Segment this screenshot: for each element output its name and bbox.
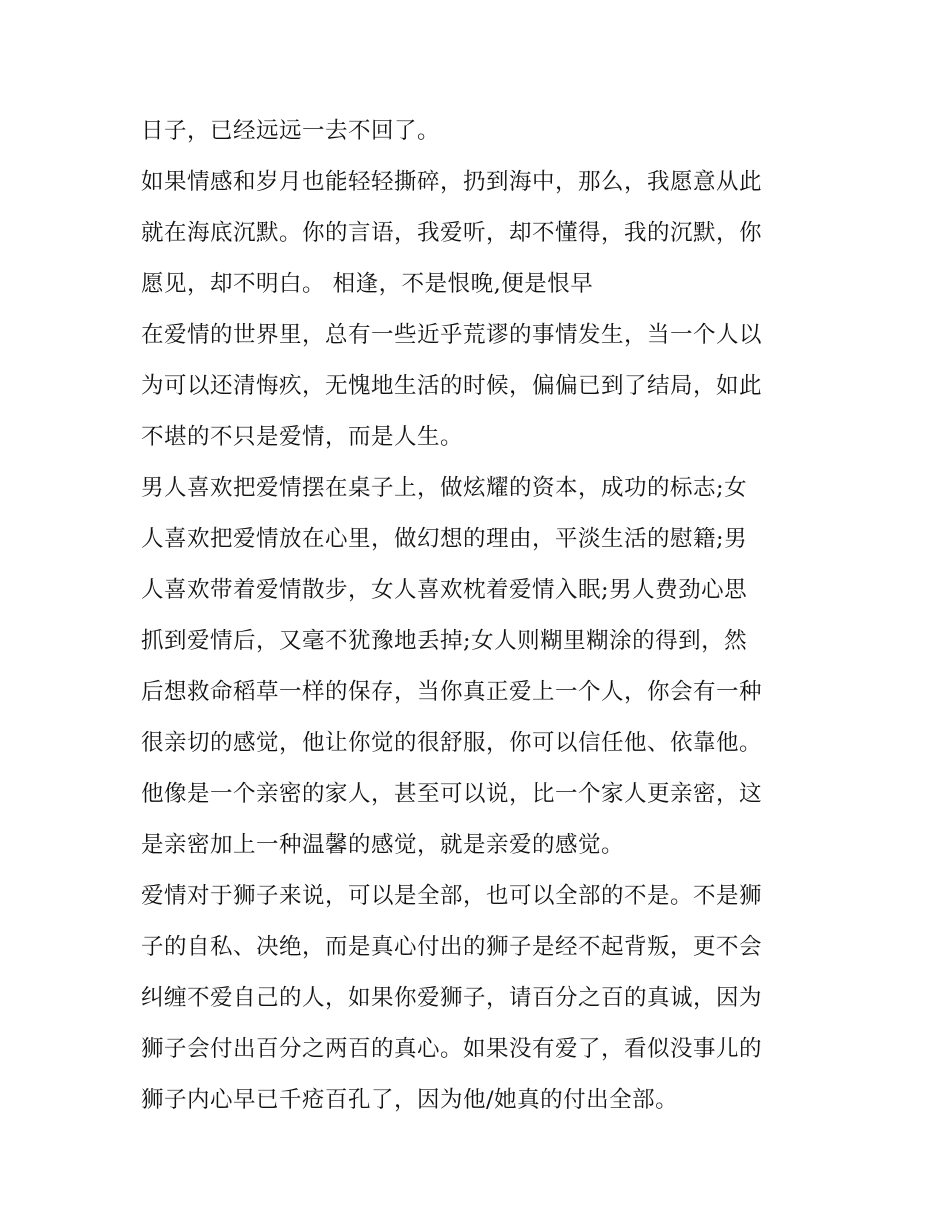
text-line: 男人喜欢把爱情摆在桌子上，做炫耀的资本，成功的标志;女 xyxy=(141,475,748,501)
text-line: 狮子内心早已千疮百孔了，因为他/她真的付出全部。 xyxy=(141,1087,679,1113)
text-line: 如果情感和岁月也能轻轻撕碎，扔到海中，那么，我愿意从此 xyxy=(141,169,763,195)
text-line: 人喜欢带着爱情散步，女人喜欢枕着爱情入眠;男人费劲心思 xyxy=(141,577,748,603)
text-line: 为可以还清悔疚，无愧地生活的时候，偏偏已到了结局，如此 xyxy=(141,373,763,399)
text-line: 日子，已经远远一去不回了。 xyxy=(141,118,441,144)
text-line: 不堪的不只是爱情，而是人生。 xyxy=(141,424,464,450)
text-line: 爱情对于狮子来说，可以是全部，也可以全部的不是。不是狮 xyxy=(141,883,763,909)
text-line: 纠缠不爱自己的人，如果你爱狮子，请百分之百的真诚，因为 xyxy=(141,985,763,1011)
text-line: 很亲切的感觉，他让你觉的很舒服，你可以信任他、依靠他。 xyxy=(141,730,763,756)
text-line: 在爱情的世界里，总有一些近乎荒谬的事情发生，当一个人以 xyxy=(141,322,763,348)
text-line: 后想救命稻草一样的保存，当你真正爱上一个人，你会有一种 xyxy=(141,679,763,705)
text-line: 愿见，却不明白。 相逢，不是恨晚,便是恨早 xyxy=(141,271,594,297)
text-line: 子的自私、决绝，而是真心付出的狮子是经不起背叛，更不会 xyxy=(141,934,763,960)
text-line: 狮子会付出百分之两百的真心。如果没有爱了，看似没事儿的 xyxy=(141,1036,763,1062)
text-line: 人喜欢把爱情放在心里，做幻想的理由，平淡生活的慰籍;男 xyxy=(141,526,748,552)
text-line: 是亲密加上一种温馨的感觉，就是亲爱的感觉。 xyxy=(141,832,625,858)
text-line: 抓到爱情后，又毫不犹豫地丢掉;女人则糊里糊涂的得到，然 xyxy=(141,628,748,654)
text-line: 就在海底沉默。你的言语，我爱听，却不懂得，我的沉默，你 xyxy=(141,220,763,246)
text-line: 他像是一个亲密的家人，甚至可以说，比一个家人更亲密，这 xyxy=(141,781,763,807)
